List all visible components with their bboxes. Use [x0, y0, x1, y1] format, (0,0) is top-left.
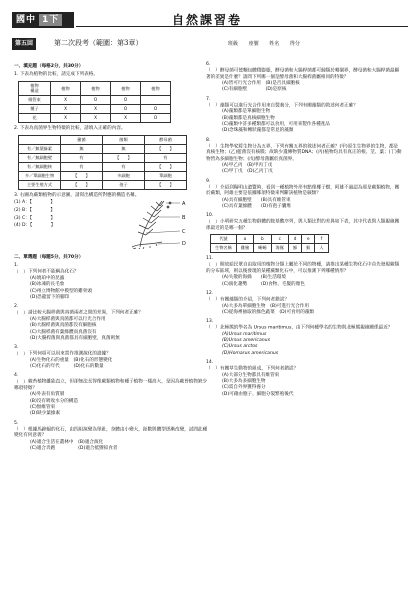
table-row	[19, 162, 187, 171]
option: (C)演化趨勢 (D)食物、毛髮的顏色	[222, 281, 305, 287]
table-cell: 人	[315, 244, 328, 253]
table-header-cell	[19, 135, 61, 144]
question-stem: 下列何項可以用來當作推測演化的證據？	[28, 351, 111, 357]
table-cell: 有	[145, 153, 187, 162]
question-number[interactable]: 5.（ ）	[14, 420, 28, 433]
option: (A)藻類都是單細胞生物	[222, 109, 271, 115]
plant-table	[18, 81, 171, 124]
table-header-cell: 植物	[141, 81, 171, 96]
table-header-cell: f	[315, 235, 328, 244]
table-row	[19, 105, 171, 114]
question-stem: 有關草生動物的組成，下列何者錯誤？	[220, 366, 299, 372]
species-table	[210, 234, 329, 253]
table-row	[19, 144, 187, 153]
answer-b[interactable]: (2) B：【 】	[14, 207, 55, 213]
option: (C)化石的年代 (D)化石的數量	[30, 364, 104, 370]
option: (C)適合奔跑 (D)適合抵禦掠食者	[30, 446, 118, 452]
option: (A)甲乙丙 (B)甲丙丁戊	[222, 162, 273, 168]
mc-question-3	[14, 345, 210, 370]
table-cell: 無	[103, 144, 145, 153]
table-row	[19, 81, 171, 96]
question-stem: 開放給民眾自由取用的植物分類上屬於不同的物種，請推出某種生物化石中首先發現蕨類的分布區域，則以後發現的某種蕨類化石中，可以推測下列哪種情形？	[206, 262, 400, 274]
question-stem: 根據馬蹄蝠的化石，由四組演變為單趾，身體由小變大，趾數與體型逐漸改變，試問此種變化有何意義？	[14, 427, 208, 439]
part2-heading: 二、單選題（每題5分，共70分）	[14, 254, 84, 260]
score-label: 得分	[289, 41, 300, 47]
page-header	[12, 12, 408, 34]
question-stem: 有關藻類的介紹，下列何者錯誤？	[220, 297, 289, 303]
option: (C)從海裡抽取的綠色蔬菜 (D)可食用的藻類	[222, 309, 315, 315]
option: (D)念珠藻和轉狀藻都是常見的藻類	[222, 128, 294, 134]
seat-label: 座號	[248, 41, 259, 47]
table-cell: 有	[61, 153, 103, 162]
question-3-answers	[14, 199, 55, 230]
label-c: C	[182, 228, 186, 235]
mc-question-1	[14, 263, 210, 301]
table-cell: 猴	[302, 244, 315, 253]
option: (A)琥珀中的昆蟲	[30, 275, 65, 281]
table-cell: O	[111, 105, 141, 114]
mc-question-8	[206, 138, 402, 176]
table-header-cell: 菌類	[103, 135, 145, 144]
option: (C)Ursus arctos	[222, 344, 258, 350]
page-title: 自然課習卷	[172, 13, 243, 27]
option: (A)大部分生物都具有維管束	[222, 372, 280, 378]
mc-question-11	[206, 256, 402, 288]
table-cell: 孢子	[103, 180, 145, 189]
option: (C)需自外界獲得養分	[222, 385, 266, 391]
table-cell: 有	[61, 162, 103, 171]
table-row	[19, 153, 187, 162]
table-header-cell: 植物	[111, 81, 141, 96]
question-number[interactable]: 7.（ ）	[206, 96, 220, 108]
option: (D)Homarus americanus	[222, 350, 279, 356]
part1-heading: 一、填充題（每格2分，共30分）	[14, 64, 84, 69]
question-1: 1. 下表為植物的比較，請完成下列表格。	[14, 72, 98, 78]
table-cell: 海豚	[271, 244, 288, 253]
fern-diagram	[110, 195, 200, 249]
table-cell: O	[141, 114, 171, 123]
question-3-block	[14, 199, 210, 253]
table-header-cell: 黴菌	[61, 135, 103, 144]
option: (B)大腸桿菌與真菌都沒有細胞核	[30, 323, 97, 329]
table-cell: 鯨	[288, 244, 301, 253]
school-label: 國中	[16, 15, 37, 25]
question-stem: 小明研究五種生物群體的胺基酸序列，與人類比對的差異如下表，其中代表與人類親緣關係最近的是哪一個？	[206, 219, 400, 231]
option: (B)大多為多細胞生物	[222, 379, 266, 385]
table-cell: 【 】	[145, 144, 187, 153]
question-stem: 下列何者不能稱為化石？	[28, 269, 79, 275]
option: (D)可藉由胞子、細胞分裂繁殖後代	[222, 391, 294, 397]
row-label: 維管束	[19, 96, 51, 105]
question-number[interactable]: 9.（ ）	[206, 178, 220, 190]
question-number[interactable]: 2.（ ）	[14, 304, 28, 316]
table-cell: X	[81, 114, 111, 123]
header-rule	[76, 26, 408, 27]
mc-question-6	[206, 62, 402, 94]
fungi-table	[18, 135, 187, 190]
option: (B)藻類都是真核細胞生物	[222, 115, 275, 121]
answer-c[interactable]: (3) C：【 】	[14, 215, 56, 221]
label-b: B	[182, 214, 186, 221]
option: (A)具有細胞壁 (B)具有維管束	[222, 197, 291, 203]
section-tag: 第五回	[12, 38, 36, 50]
option: (B)沒有吸收水分的構造	[30, 398, 79, 404]
table-cell: 多細胞	[103, 171, 145, 180]
table-row	[19, 180, 187, 189]
table-cell: 【 】	[103, 153, 145, 162]
table-cell	[141, 96, 171, 105]
table-header-cell: 植物	[51, 81, 81, 96]
mc-question-14	[206, 360, 402, 398]
table-cell: 【 】	[61, 180, 103, 189]
row-label: 有／無細胞壁	[19, 153, 61, 162]
table-cell: X	[51, 105, 81, 114]
table-cell: O	[111, 96, 141, 105]
table-cell: 【 】	[145, 180, 187, 189]
question-number[interactable]: 10.（ ）	[206, 213, 220, 225]
mc-question-9	[206, 179, 402, 211]
mc-question-12	[206, 291, 402, 316]
option: (B)Ursus americanus	[222, 338, 270, 344]
table-cell: 蜥蜴	[254, 244, 271, 253]
table-cell: 雞豬	[236, 244, 253, 253]
option: (C)州立博物館中模型的雞骨頭	[30, 288, 92, 294]
mc-question-13	[206, 319, 402, 357]
table-cell: 有	[103, 162, 145, 171]
option: (D)缺少葉綠素	[30, 411, 61, 417]
table-cell: X	[51, 114, 81, 123]
table-cell: O	[141, 105, 171, 114]
row-label: 主要生殖方式	[19, 180, 61, 189]
option: (D)大腸桿菌與真菌都具有細胞壁，真菌則無	[30, 335, 120, 341]
table-header-cell: a	[236, 235, 253, 244]
table-row	[19, 114, 171, 123]
option: (A)皆可行光合作用 (B)是否具細胞核	[222, 80, 300, 86]
mc-question-10	[206, 213, 402, 253]
question-number[interactable]: 4.（ ）	[14, 373, 28, 385]
question-number[interactable]: 1.（ ）	[14, 263, 28, 275]
table-corner: 植物 構造	[19, 81, 51, 96]
table-header-cell: 植物	[81, 81, 111, 96]
question-number[interactable]: 8.（ ）	[206, 137, 220, 149]
name-label: 姓名	[269, 41, 280, 47]
answer-a[interactable]: (1) A：【 】	[14, 199, 55, 205]
option: (A)Ursus maritimus	[222, 331, 267, 337]
exam-title: 第二次段考（範圍：第3章）	[54, 39, 143, 47]
question-number[interactable]: 6.（ ）	[206, 62, 220, 74]
mc-question-2	[14, 304, 210, 342]
option: (C)藻類中許多種類都可以食用，可用來製作各種產品	[222, 121, 330, 127]
option: (C)有細胞壁 (D)是原核	[222, 87, 287, 93]
row-label: 生物名稱	[211, 244, 237, 253]
row-label: 種子	[19, 105, 51, 114]
option: (A)大腸桿菌與真菌都可以行光合作用	[30, 316, 106, 322]
student-info	[228, 41, 306, 48]
question-number[interactable]: 3.（ ）	[14, 345, 28, 357]
mc-question-5	[14, 421, 210, 453]
option: (D)恐龍留下的腳印	[30, 294, 70, 300]
mc-question-4	[14, 373, 210, 417]
row-label: 多／單細胞生物	[19, 171, 61, 180]
grade-label: 1下	[39, 14, 62, 26]
question-stem: 北極熊的學名為 Ursus maritimus，由下列何種學名的生物與北極熊親緣關係最近？	[220, 325, 393, 331]
mc-question-7	[206, 97, 402, 135]
right-column	[206, 62, 402, 401]
school-badge	[12, 12, 74, 28]
table-row	[211, 244, 329, 253]
left-column	[14, 62, 210, 455]
table-header-cell: e	[302, 235, 315, 244]
question-number[interactable]: 13.（ ）	[206, 319, 220, 331]
sub-header	[12, 38, 408, 52]
table-header-cell: d	[288, 235, 301, 244]
question-3: 3. 右圖為蕨類植物的示意圖，請寫出構造所對應的構造名稱。	[14, 192, 140, 198]
option: (A)失散的海綿 (B)生活環境	[222, 275, 286, 281]
label-a: A	[182, 200, 186, 207]
table-row	[19, 135, 187, 144]
table-cell: 【 】	[61, 171, 103, 180]
table-row	[19, 96, 171, 105]
table-cell: X	[111, 114, 141, 123]
table-cell: 【 】	[145, 162, 187, 171]
question-number[interactable]: 14.（ ）	[206, 360, 220, 372]
class-label: 班級	[228, 41, 239, 47]
table-row	[19, 171, 187, 180]
table-cell: 無	[61, 144, 103, 153]
table-header-cell: c	[271, 235, 288, 244]
question-stem: 酵母菌可使麵包體積膨脹，酵母菌和大腸桿菌都可歸類於哪個界，酵母菌和大腸桿菌最顯著的差異是什麼？請問下列哪一個是酵母菌和大腸桿菌屬相同的特徵？	[206, 68, 400, 80]
option: (A)生物化石的重量 (B)化石的形態變化	[30, 357, 113, 363]
option: (C)大腸桿菌有葉綠體而真菌沒有	[30, 329, 97, 335]
option: (C)無維管束	[30, 405, 56, 411]
table-cell: O	[81, 96, 111, 105]
question-2: 2. 下表為真菌界生物特徵的比較，請填入正確的內容。	[14, 126, 126, 132]
table-header-cell: 酵母菌	[145, 135, 187, 144]
table-header-cell: b	[254, 235, 271, 244]
question-stem: 請比較大腸桿菌與真菌兩者之間的差異，下列何者正確？	[28, 310, 143, 316]
row-label: 花	[19, 114, 51, 123]
option: (C)甲丁戊 (D)乙丙丁戊	[222, 169, 273, 175]
table-cell: X	[51, 96, 81, 105]
question-stem: 生物學家將生物分為五界，下列有關五界的敘述何者正確？(甲)原生生物界的生物，都是真核生物；(乙)藍菌沒有核膜；故缺少遺傳物質DNA；(丙)植物均具有真正的根、莖、葉；(丁)動物皆為多細胞生物；(戊)酵母菌屬於真菌界。	[206, 143, 402, 162]
answer-d[interactable]: (4) D：【 】	[14, 223, 56, 229]
option: (A)大多為單細胞生物 (B)可進行光合作用	[222, 303, 309, 309]
question-stem: 介紹到陽明山遊覽時，看到一種植物外形有點像椰子樹，阿雄不過認為那是蕨類植物，關於蕨類，阿雄主要是依據哪項特徵來判斷該植物是蕨類？	[206, 184, 400, 197]
option: (B)冰凍的長毛象	[30, 282, 65, 288]
question-number[interactable]: 12.（ ）	[206, 290, 220, 303]
label-d: D	[182, 240, 186, 247]
table-header-cell: 代號	[211, 235, 237, 244]
option: (C)具有葉綠體 (D)有孢子囊堆	[222, 203, 292, 209]
table-cell: 單細胞	[145, 171, 187, 180]
table-row	[211, 235, 329, 244]
option: (A)適合生活在叢林中 (B)適合演化	[30, 439, 104, 445]
question-stem: 藻類可以進行光合作用來自製養分，下列有關藻類的敘述何者正確？	[220, 102, 358, 108]
row-label: 有／無細胞核	[19, 162, 61, 171]
row-label: 有／無葉綠素	[19, 144, 61, 153]
option: (A)外表有角質層	[30, 392, 65, 398]
table-cell: X	[81, 105, 111, 114]
question-number[interactable]: 11.（ ）	[206, 256, 220, 268]
question-stem: 蕨苔植物雖能直立，但卻無法長得像蕨類植物和種子植物一樣高大，是因為蕨苔植物缺少哪項特徵？	[14, 379, 208, 392]
